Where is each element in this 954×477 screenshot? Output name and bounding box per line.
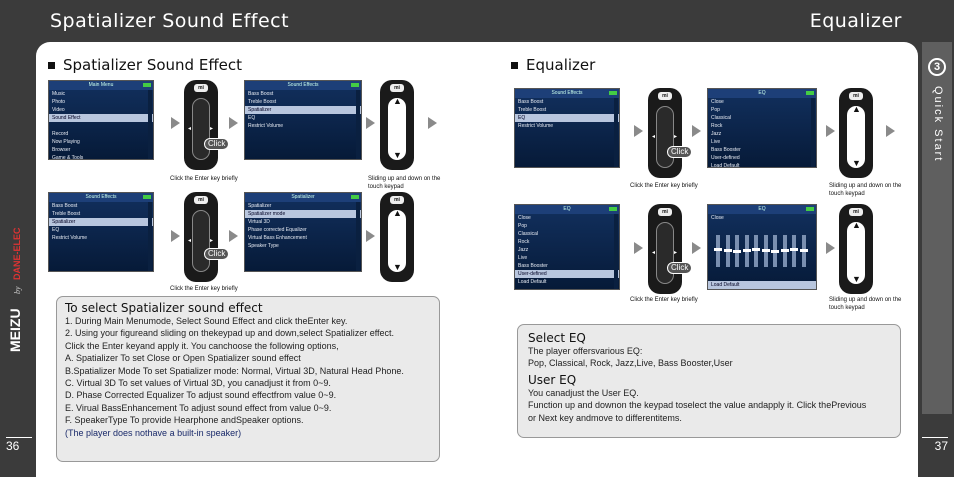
square-bullet-icon bbox=[511, 62, 518, 69]
arrow-right-icon bbox=[692, 125, 701, 137]
scrollbar[interactable] bbox=[148, 90, 152, 159]
eq-bars-bottom-item: Load Default bbox=[708, 281, 816, 289]
caption-slide-keypad: Sliding up and down on the touch keypad bbox=[368, 176, 441, 190]
quick-start-label: Quick Start bbox=[932, 86, 944, 163]
spatializer-instructions-box bbox=[56, 296, 440, 462]
menu-item[interactable]: Bass Booster bbox=[711, 147, 741, 153]
menu-item[interactable]: Load Default bbox=[711, 163, 740, 168]
menu-item[interactable]: Classical bbox=[518, 231, 539, 237]
menu-item[interactable]: Spatializer mode bbox=[245, 210, 361, 218]
instruction-line: 2. Using your figureand sliding on thekeypad up and down,select Spatializer effect. bbox=[65, 328, 395, 339]
click-label: Click bbox=[204, 248, 229, 260]
caption-enter-key-3: Click the Enter key briefly bbox=[630, 183, 698, 189]
eq-band-knob[interactable] bbox=[733, 250, 741, 253]
eq-instructions-box bbox=[517, 324, 901, 438]
click-label: Click bbox=[667, 262, 692, 274]
eq-band-knob[interactable] bbox=[752, 248, 760, 251]
left-page-title: Spatializer Sound Effect bbox=[50, 10, 290, 32]
user-eq-heading: User EQ bbox=[528, 372, 577, 387]
eq-text-line: or Next key andmove to differentitems. bbox=[528, 412, 682, 423]
instructions-heading: To select Spatializer sound effect bbox=[65, 301, 263, 315]
screen-sound-effects-2 bbox=[48, 192, 154, 272]
page-number-left: 36 bbox=[6, 437, 32, 453]
menu-item[interactable]: Restrict Volume bbox=[518, 123, 554, 129]
select-eq-text bbox=[528, 345, 890, 370]
menu-item[interactable]: Jazz bbox=[518, 247, 529, 253]
right-section-title: Equalizer bbox=[526, 56, 596, 74]
menu-item[interactable]: Live bbox=[518, 255, 528, 261]
eq-band-bar[interactable] bbox=[783, 235, 787, 267]
instruction-line: C. Virtual 3D To set values of Virtual 3D, you canadjust it from 0~9. bbox=[65, 378, 331, 389]
eq-band-sliders[interactable] bbox=[712, 223, 812, 279]
arrow-right-icon bbox=[171, 230, 180, 242]
menu-item[interactable]: Virtual Bass Enhancement bbox=[248, 235, 307, 241]
eq-band-bar[interactable] bbox=[716, 235, 720, 267]
eq-band-bar[interactable] bbox=[802, 235, 806, 267]
menu-item[interactable]: Close bbox=[711, 99, 724, 105]
scrollbar[interactable] bbox=[614, 98, 618, 167]
eq-band-bar[interactable] bbox=[773, 235, 777, 267]
eq-text-line: Function up and downon the keypad toselect the value andapply it. Click thePrevious bbox=[528, 400, 867, 411]
battery-icon bbox=[806, 91, 814, 95]
left-section-heading bbox=[48, 56, 242, 74]
user-eq-text bbox=[528, 387, 890, 424]
brand-logo bbox=[4, 202, 32, 362]
svg-text:by: by bbox=[13, 286, 22, 294]
click-label: Click bbox=[667, 146, 692, 158]
battery-icon bbox=[351, 83, 359, 87]
menu-item[interactable]: Spatializer bbox=[248, 203, 272, 209]
screen-title: Sound Effects bbox=[49, 193, 153, 202]
scrollbar[interactable] bbox=[356, 90, 360, 159]
eq-band-knob[interactable] bbox=[771, 250, 779, 253]
player-device-slide-2: mi ▲ ▼ bbox=[380, 192, 414, 282]
menu-item[interactable]: Close bbox=[518, 215, 531, 221]
right-section-heading bbox=[511, 56, 595, 74]
screen-sound-effects-eq bbox=[514, 88, 620, 168]
menu-item[interactable]: Load Default bbox=[518, 279, 547, 285]
eq-band-knob[interactable] bbox=[781, 249, 789, 252]
menu-item[interactable]: Live bbox=[711, 139, 721, 145]
menu-item[interactable]: Music bbox=[52, 91, 66, 97]
menu-item[interactable]: Pop bbox=[518, 223, 527, 229]
player-device-click-3: mi ◂ ▸ bbox=[648, 88, 682, 178]
eq-bars-title: EQ bbox=[708, 205, 816, 214]
eq-bars-top-item: Close bbox=[711, 215, 724, 221]
screen-title: Sound Effects bbox=[245, 81, 361, 90]
eq-band-bar[interactable] bbox=[792, 235, 796, 267]
left-section-title: Spatializer Sound Effect bbox=[63, 56, 243, 74]
screen-title: Main Menu bbox=[49, 81, 153, 90]
battery-icon bbox=[143, 195, 151, 199]
svg-text:DANE-ELEC: DANE-ELEC bbox=[12, 227, 22, 280]
instruction-line: A. Spatializer To set Close or Open Spatializer sound effect bbox=[65, 353, 301, 364]
eq-band-knob[interactable] bbox=[724, 249, 732, 252]
player-device-slide: mi ▲ ▼ bbox=[380, 80, 414, 170]
caption-slide-keypad-4: Sliding up and down on the touch keypad bbox=[829, 297, 902, 311]
arrow-right-icon bbox=[692, 242, 701, 254]
player-device-slide-4: mi ▲ ▼ bbox=[839, 204, 873, 294]
arrow-right-icon bbox=[634, 242, 643, 254]
left-margin bbox=[0, 42, 36, 477]
menu-item[interactable]: Spatializer bbox=[245, 106, 361, 114]
click-label: Click bbox=[204, 138, 229, 150]
eq-band-knob[interactable] bbox=[743, 249, 751, 252]
arrow-right-icon bbox=[886, 125, 895, 137]
screen-title: Spatializer bbox=[245, 193, 361, 202]
eq-text-line: The player offersvarious EQ: bbox=[528, 346, 643, 356]
menu-item[interactable]: Bass Booster bbox=[518, 263, 548, 269]
menu-item[interactable]: Restrict Volume bbox=[248, 123, 284, 129]
menu-item[interactable]: Rock bbox=[518, 239, 530, 245]
caption-enter-key-2: Click the Enter key briefly bbox=[170, 286, 238, 292]
arrow-right-icon bbox=[366, 230, 375, 242]
top-bar bbox=[0, 0, 954, 42]
eq-band-bar[interactable] bbox=[754, 235, 758, 267]
menu-item[interactable]: Pop bbox=[711, 107, 720, 113]
arrow-right-icon bbox=[428, 117, 437, 129]
menu-item[interactable]: User-defined bbox=[515, 270, 619, 278]
eq-text-line: You canadjust the User EQ. bbox=[528, 387, 639, 398]
screen-eq-list bbox=[707, 88, 817, 168]
menu-item[interactable]: Phase corrected Equalizer bbox=[248, 227, 307, 233]
eq-band-bar[interactable] bbox=[764, 235, 768, 267]
eq-band-bar[interactable] bbox=[745, 235, 749, 267]
menu-item[interactable]: Bass Boost bbox=[248, 91, 274, 97]
player-device-slide-3: mi ▲ ▼ bbox=[839, 88, 873, 178]
menu-item[interactable]: Bass Boost bbox=[52, 203, 78, 209]
menu-item[interactable]: Now Playing bbox=[52, 139, 80, 145]
battery-icon bbox=[351, 195, 359, 199]
instruction-line: E. Virual BassEnhancement To adjust sound effect from value 0~9. bbox=[65, 402, 332, 413]
menu-item[interactable]: Classical bbox=[711, 115, 732, 121]
scrollbar[interactable] bbox=[614, 214, 618, 289]
instruction-line: (The player does nothave a built-in speaker) bbox=[65, 427, 242, 438]
select-eq-heading: Select EQ bbox=[528, 331, 586, 345]
screen-eq-bars bbox=[707, 204, 817, 290]
menu-item[interactable]: EQ bbox=[248, 115, 256, 121]
arrow-right-icon bbox=[171, 117, 180, 129]
eq-band-knob[interactable] bbox=[714, 248, 722, 251]
eq-band-knob[interactable] bbox=[800, 249, 808, 252]
menu-item[interactable]: Photo bbox=[52, 99, 66, 105]
caption-slide-keypad-3: Sliding up and down on the touch keypad bbox=[829, 183, 902, 197]
player-device-click-4: mi ◂ ▸ bbox=[648, 204, 682, 294]
screen-eq-list-2 bbox=[514, 204, 620, 290]
menu-item[interactable]: Video bbox=[52, 107, 65, 113]
menu-item[interactable]: EQ bbox=[52, 227, 60, 233]
menu-item[interactable]: Treble Boost bbox=[518, 107, 547, 113]
page-content bbox=[36, 42, 918, 477]
menu-item[interactable]: User-defined bbox=[711, 155, 740, 161]
screen-sound-effects bbox=[244, 80, 362, 160]
menu-item[interactable]: Rock bbox=[711, 123, 723, 129]
instruction-line: D. Phase Corrected Equalizer To adjust sound effectfrom value 0~9. bbox=[65, 390, 337, 401]
arrow-right-icon bbox=[826, 242, 835, 254]
caption-enter-key-4: Click the Enter key briefly bbox=[630, 297, 698, 303]
menu-item[interactable] bbox=[49, 122, 153, 130]
scrollbar[interactable] bbox=[811, 98, 815, 167]
scrollbar[interactable] bbox=[356, 202, 360, 271]
instruction-line: B.Spatializer Mode To set Spatializer mode: Normal, Virtual 3D, Natural Head Phone. bbox=[65, 365, 404, 376]
player-device-click: mi ◂ ▸ bbox=[184, 80, 218, 170]
screen-main-menu bbox=[48, 80, 154, 160]
menu-item[interactable]: Jazz bbox=[711, 131, 722, 137]
arrow-right-icon bbox=[229, 117, 238, 129]
screen-spatializer bbox=[244, 192, 362, 272]
instruction-line: F. SpeakerType To provide Hearphone andSpeaker options. bbox=[65, 415, 304, 426]
menu-item[interactable]: Treble Boost bbox=[248, 99, 277, 105]
menu-item[interactable]: Treble Boost bbox=[52, 211, 81, 217]
eq-text-line: Pop, Classical, Rock, Jazz,Live, Bass Booster,User bbox=[528, 358, 733, 369]
eq-band-bar[interactable] bbox=[735, 235, 739, 267]
menu-item[interactable]: Browser bbox=[52, 147, 71, 153]
instruction-line: 1. During Main Menumode, Select Sound Effect and click theEnter key. bbox=[65, 316, 348, 326]
right-page-title: Equalizer bbox=[809, 10, 902, 32]
screen-title: Sound Effects bbox=[515, 89, 619, 98]
caption-enter-key: Click the Enter key briefly bbox=[170, 176, 238, 182]
menu-item[interactable]: Spatializer bbox=[49, 218, 153, 226]
eq-band-bar[interactable] bbox=[726, 235, 730, 267]
menu-item[interactable]: Restrict Volume bbox=[52, 235, 88, 241]
menu-item[interactable]: EQ bbox=[515, 114, 619, 122]
eq-band-knob[interactable] bbox=[790, 248, 798, 251]
battery-icon bbox=[609, 91, 617, 95]
instruction-line: Click the Enter keyand apply it. You canchoose the following options, bbox=[65, 340, 339, 351]
screen-title: EQ bbox=[515, 205, 619, 214]
arrow-right-icon bbox=[634, 125, 643, 137]
battery-icon bbox=[143, 83, 151, 87]
quick-start-number: 3 bbox=[928, 58, 946, 76]
arrow-right-icon bbox=[826, 125, 835, 137]
menu-item[interactable]: Game & Tools bbox=[52, 155, 84, 160]
player-device-click-2: mi ◂ ▸ bbox=[184, 192, 218, 282]
svg-text:MEIZU: MEIZU bbox=[7, 308, 23, 352]
menu-item[interactable]: Virtual 3D bbox=[248, 219, 270, 225]
eq-band-knob[interactable] bbox=[762, 249, 770, 252]
page-number-right: 37 bbox=[922, 437, 948, 453]
battery-icon bbox=[609, 207, 617, 211]
quick-start-tab bbox=[922, 42, 952, 414]
instructions-text bbox=[65, 315, 431, 439]
menu-item[interactable]: Bass Boost bbox=[518, 99, 544, 105]
arrow-right-icon bbox=[366, 117, 375, 129]
menu-item[interactable]: Speaker Type bbox=[248, 243, 279, 249]
scrollbar[interactable] bbox=[148, 202, 152, 271]
menu-item[interactable]: Record bbox=[52, 131, 69, 137]
menu-item[interactable]: Sound Effect bbox=[49, 114, 153, 122]
screen-title: EQ bbox=[708, 89, 816, 98]
arrow-right-icon bbox=[229, 230, 238, 242]
square-bullet-icon bbox=[48, 62, 55, 69]
